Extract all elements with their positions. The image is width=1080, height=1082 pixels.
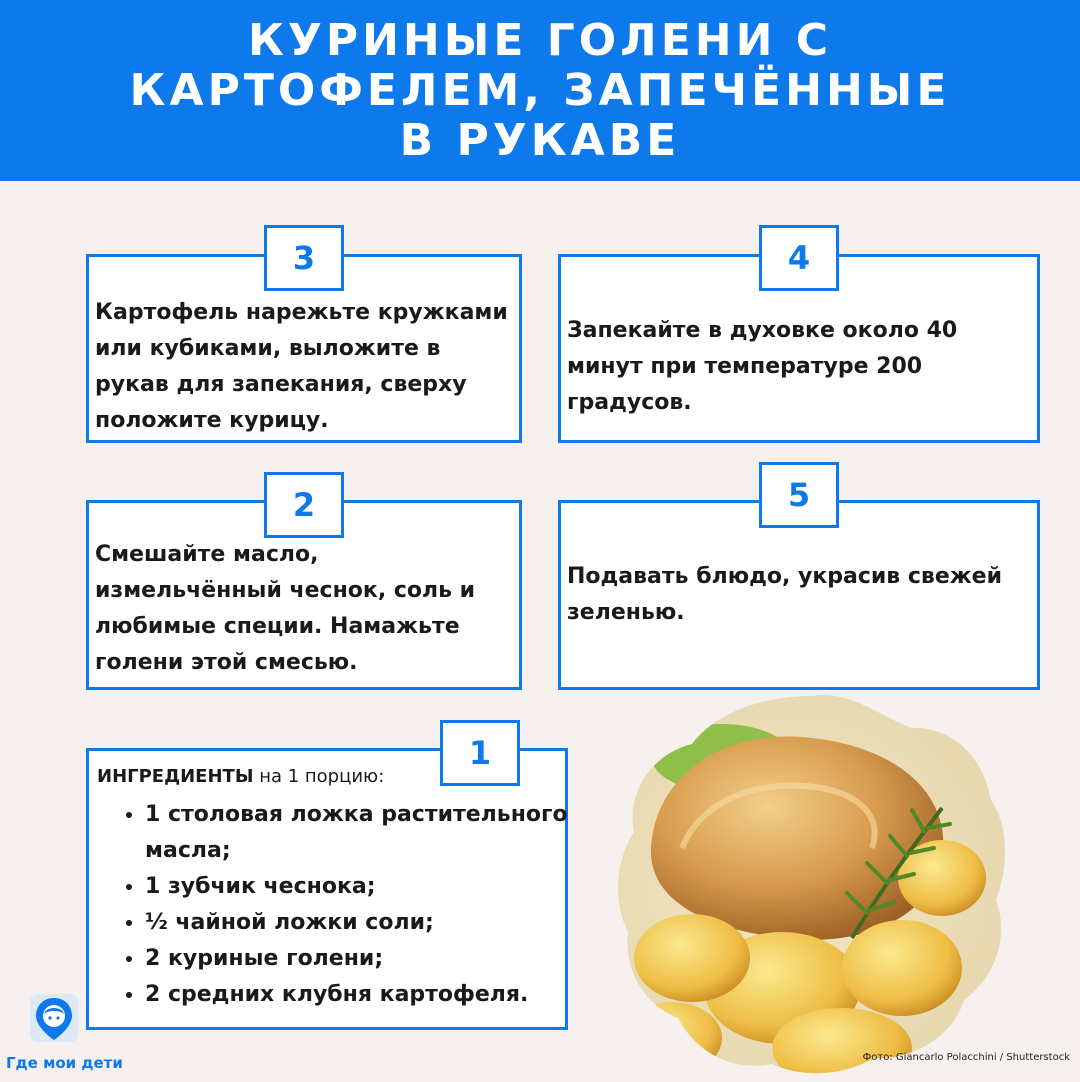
header-banner [0,0,1080,181]
ingredients-heading [97,763,384,791]
food-photo [612,688,1012,1078]
list-item: • 1 столовая ложка растительного масла; [145,797,585,869]
step-5-badge: 5 [759,462,839,528]
ingredients-list [119,797,585,1013]
step-3-badge: 3 [264,225,344,291]
step-4-text: Запекайте в духовке около 40 минут при температуре 200 градусов. [567,318,958,415]
list-item: • ½ чайной ложки соли; [145,905,585,941]
step-1-badge: 1 [440,720,520,786]
step-5-text: Подавать блюдо, украсив свежей зеленью. [567,564,1003,625]
ingredients-heading-rest: на 1 порцию: [253,766,385,787]
step-3-text: Картофель нарежьте кружками или кубиками, выложите в рукав для запекания, сверху положите курицу. [95,300,508,433]
brand-name: Где мои дети [6,1054,123,1072]
ingredients-card [86,748,568,1030]
step-2-badge: 2 [264,472,344,538]
list-item: • 2 куриные голени; [145,941,585,977]
ingredients-heading-bold: ИНГРЕДИЕНТЫ [97,766,254,787]
page-title: КУРИНЫЕ ГОЛЕНИ С КАРТОФЕЛЕМ, ЗАПЕЧЁННЫЕ В РУКАВЕ [129,14,951,166]
step-5-card [558,500,1040,690]
step-2-text: Смешайте масло, измельчённый чеснок, соль и любимые специи. Намажьте голени этой смесью. [95,542,476,675]
step-4-badge: 4 [759,225,839,291]
list-item: • 1 зубчик чеснока; [145,869,585,905]
list-item: • 2 средних клубня картофеля. [145,977,585,1013]
brand-logo-icon [28,992,80,1048]
photo-credit: Фото: Giancarlo Polacchini / Shutterstock [862,1052,1070,1063]
